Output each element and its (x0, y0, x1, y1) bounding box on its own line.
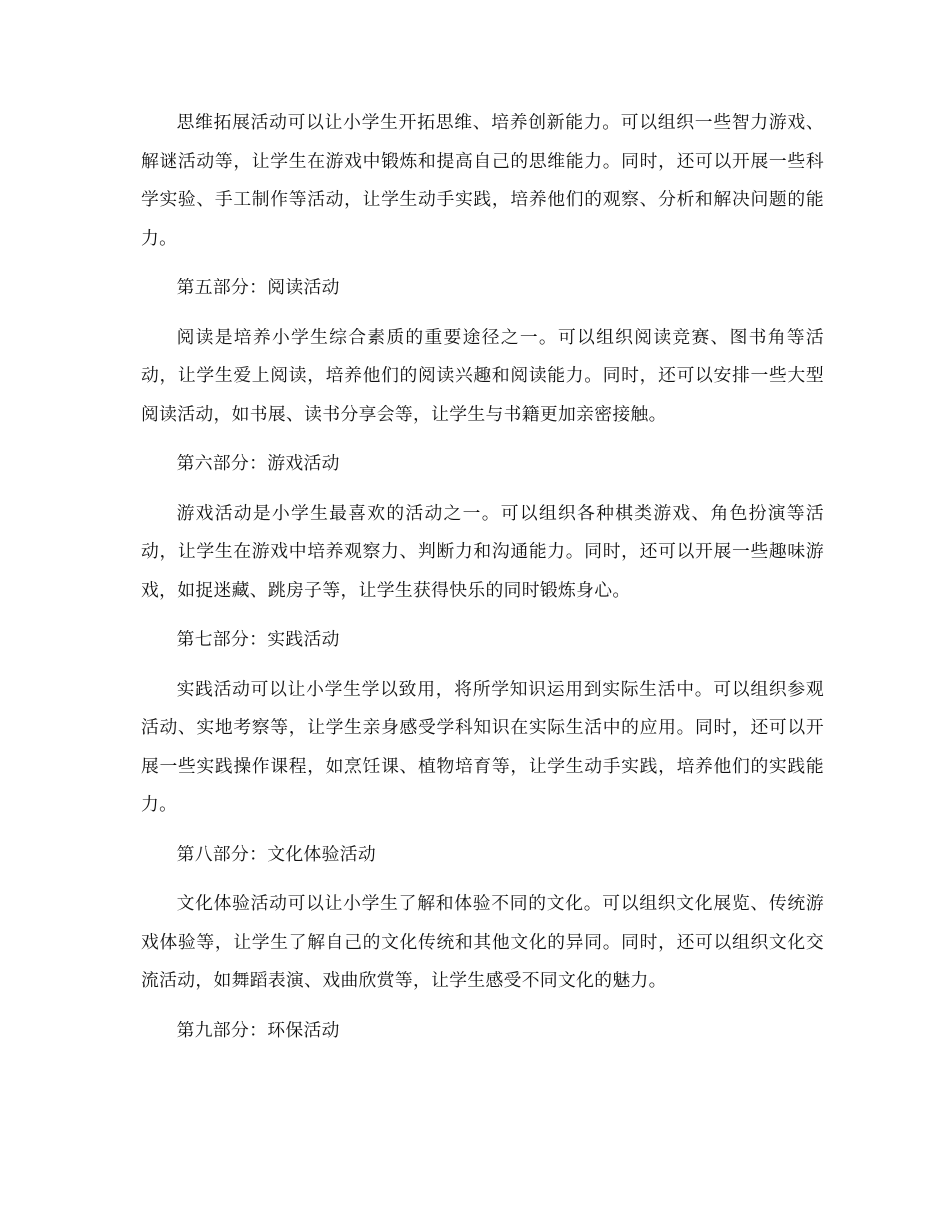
heading-part-eight-culture: 第八部分：文化体验活动 (176, 843, 377, 865)
paragraph-thinking-activities: 思维拓展活动可以让小学生开拓思维、培养创新能力。可以组织一些智力游戏、解谜活动等，让学生在游戏中锻炼和提高自己的思维能力。同时，还可以开展一些科学实验、手工制作等活动，让学生动手实践，培养他们的观察、分析和解决问题的能力。 (141, 112, 824, 249)
paragraph-reading-activities: 阅读是培养小学生综合素质的重要途径之一。可以组织阅读竞赛、图书角等活动，让学生爱上阅读，培养他们的阅读兴趣和阅读能力。同时，还可以安排一些大型阅读活动，如书展、读书分享会等，让学生与书籍更加亲密接触。 (141, 326, 824, 425)
heading-part-five-reading: 第五部分：阅读活动 (176, 277, 340, 298)
paragraph-culture-activities: 文化体验活动可以让小学生了解和体验不同的文化。可以组织文化展览、传统游戏体验等，让学生了解自己的文化传统和其他文化的异同。同时，还可以组织文化交流活动，如舞蹈表演、戏曲欣赏等，让学生感受不同文化的魅力。 (141, 893, 824, 991)
document-body (141, 104, 824, 1050)
paragraph-practice-activities: 实践活动可以让小学生学以致用，将所学知识运用到实际生活中。可以组织参观活动、实地考察等，让学生亲身感受学科知识在实际生活中的应用。同时，还可以开展一些实践操作课程，如烹饪课、植物培育等，让学生动手实践，培养他们的实践能力。 (141, 678, 824, 815)
paragraph-game-activities: 游戏活动是小学生最喜欢的活动之一。可以组织各种棋类游戏、角色扮演等活动，让学生在游戏中培养观察力、判断力和沟通能力。同时，还可以开展一些趣味游戏，如捉迷藏、跳房子等，让学生获得快乐的同时锻炼身心。 (141, 502, 824, 601)
heading-part-six-games: 第六部分：游戏活动 (176, 453, 340, 474)
heading-part-nine-environment: 第九部分：环保活动 (176, 1019, 340, 1041)
heading-part-seven-practice: 第七部分：实践活动 (176, 629, 340, 650)
